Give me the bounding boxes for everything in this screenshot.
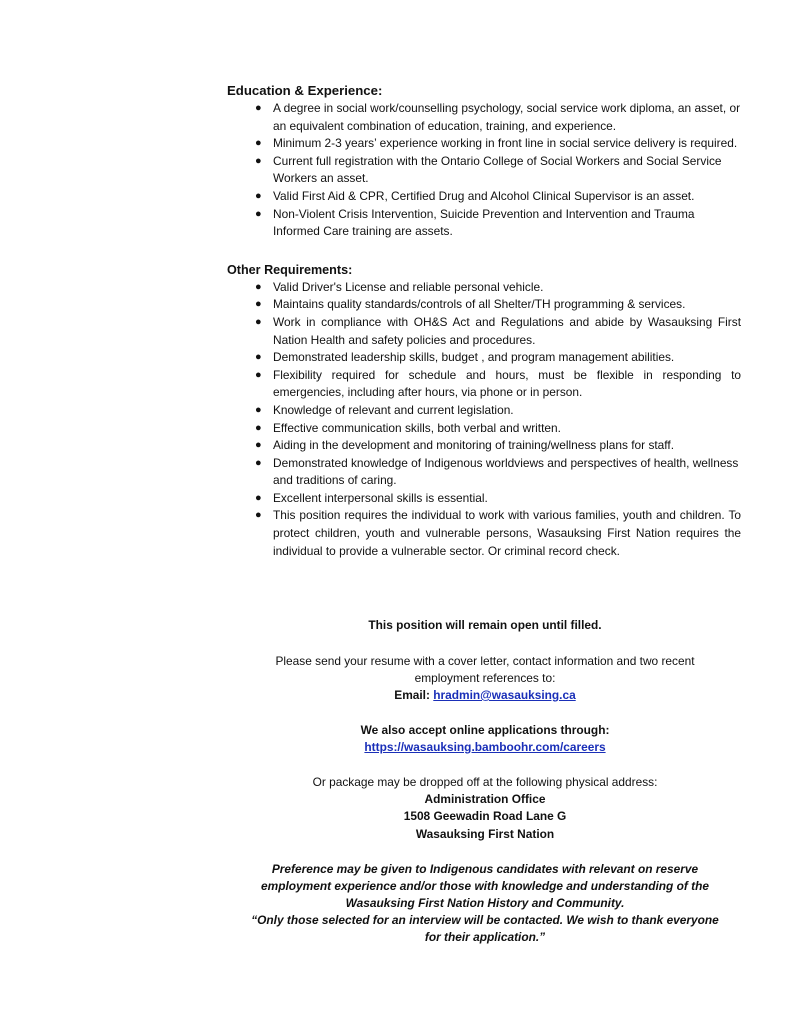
bullet-icon: ● — [255, 154, 262, 167]
bullet-icon: ● — [255, 491, 262, 504]
list-item: ● A degree in social work/counselling psychology, social service work diploma, an asset, or an equivalent combination of education, training, and experience. — [255, 101, 741, 133]
list-item: ● Demonstrated knowledge of Indigenous worldviews and perspectives of health, wellness and traditions of caring. — [255, 455, 739, 488]
bullet-icon: ● — [255, 368, 262, 381]
other-requirements-list — [227, 279, 741, 561]
bullet-icon: ● — [255, 509, 262, 522]
address-line-1: Administration Office — [424, 792, 546, 806]
document-body — [227, 82, 741, 560]
bullet-icon: ● — [255, 315, 262, 328]
address-line-3: Wasauksing First Nation — [415, 827, 555, 841]
education-heading: Education & Experience: — [227, 83, 383, 98]
bullet-icon: ● — [255, 403, 262, 416]
education-list — [227, 100, 741, 241]
bullet-icon: ● — [255, 439, 262, 452]
list-item: ● Work in compliance with OH&S Act and Regulations and abide by Wasauksing First Nation Health and safety policies and procedures. — [255, 314, 741, 347]
online-heading: We also accept online applications through: — [360, 723, 610, 737]
careers-link[interactable]: https://wasauksing.bamboohr.com/careers — [364, 740, 606, 754]
list-item: ● Valid First Aid & CPR, Certified Drug and Alcohol Clinical Supervisor is an asset. — [227, 188, 741, 206]
preference-line-3: Wasauksing First Nation History and Community. — [345, 896, 625, 910]
address-line-2: 1508 Geewadin Road Lane G — [403, 809, 567, 823]
send-resume-line-2: employment references to: — [414, 671, 556, 685]
bullet-icon: ● — [255, 280, 262, 293]
bullet-icon: ● — [255, 298, 262, 311]
list-item: ● Demonstrated leadership skills, budget , and program management abilities. — [227, 349, 741, 367]
other-requirements-heading: Other Requirements: — [227, 262, 353, 277]
send-resume-line-1: Please send your resume with a cover letter, contact information and two recent — [275, 654, 695, 668]
list-item: ● Excellent interpersonal skills is essential. — [227, 490, 741, 508]
bullet-icon: ● — [255, 207, 262, 220]
online-link-line — [150, 739, 791, 756]
list-item: ● Minimum 2-3 years’ experience working in front line in social service delivery is required. — [227, 135, 741, 153]
email-link[interactable]: hradmin@wasauksing.ca — [433, 688, 576, 702]
email-line — [150, 687, 791, 704]
preference-line-1: Preference may be given to Indigenous candidates with relevant on reserve — [271, 862, 699, 876]
preference-line-5: for their application.” — [424, 930, 546, 944]
list-item: ● Knowledge of relevant and current legislation. — [227, 402, 741, 420]
list-item: ● Current full registration with the Ontario College of Social Workers and Social Service Workers an asset. — [255, 153, 722, 186]
list-item: ● This position requires the individual to work with various families, youth and children. To protect children, youth and vulnerable persons, Wasauksing First Nation requires the individual to provide a vulnerable sector. Or criminal record check. — [255, 508, 741, 558]
bullet-icon: ● — [255, 137, 262, 150]
list-item: ● Flexibility required for schedule and hours, must be flexible in responding to emergencies, including after hours, via phone or in person. — [255, 367, 741, 400]
dropoff-line: Or package may be dropped off at the following physical address: — [312, 775, 658, 789]
bullet-icon: ● — [255, 456, 262, 469]
list-item: ● Aiding in the development and monitoring of training/wellness plans for staff. — [227, 437, 741, 455]
preference-line-2: employment experience and/or those with knowledge and understanding of the — [261, 879, 709, 893]
bullet-icon: ● — [255, 189, 262, 202]
bullet-icon: ● — [255, 421, 262, 434]
open-until-filled: This position will remain open until filled. — [368, 618, 602, 632]
list-item: ● Non-Violent Crisis Intervention, Suicide Prevention and Intervention and Trauma Informed Care training are assets. — [255, 206, 695, 239]
list-item: ● Maintains quality standards/controls of all Shelter/TH programming & services. — [227, 296, 741, 314]
list-item: ● Valid Driver's License and reliable personal vehicle. — [227, 279, 741, 297]
bullet-icon: ● — [255, 102, 262, 114]
email-label: Email: — [394, 688, 434, 702]
bullet-icon: ● — [255, 351, 262, 364]
list-item: ● Effective communication skills, both verbal and written. — [227, 420, 741, 438]
preference-line-4: “Only those selected for an interview will be contacted. We wish to thank everyone — [251, 913, 719, 927]
